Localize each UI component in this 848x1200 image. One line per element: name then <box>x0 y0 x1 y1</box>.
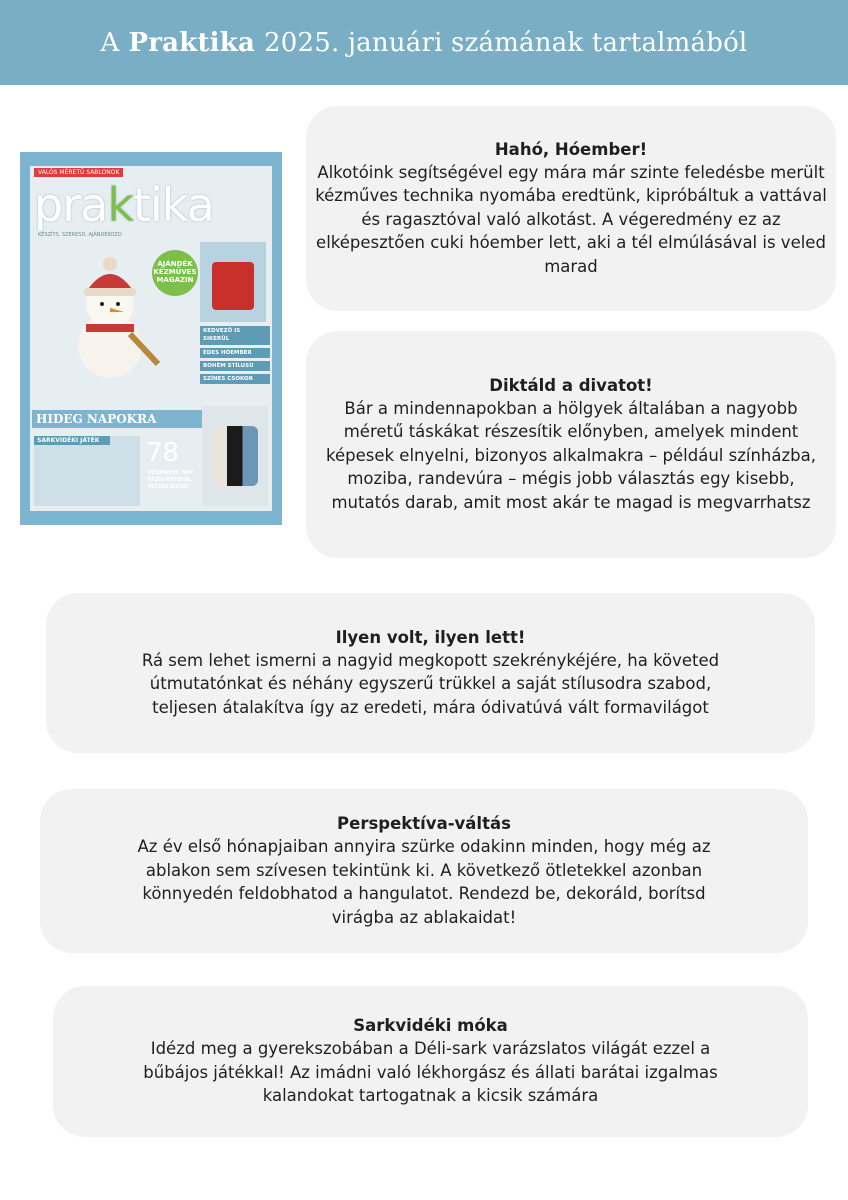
article-body: Bár a mindennapokban a hölgyek általában a nagyobb méretű táskákat részesítik előnyben, amelyek mindent képesek elnyelni, bizonyos alkalmakra – például színházba, moziba, randevúra – mégis jobb választás egy kisebb, mutatós darab, amit most akár te magad is megvarrhatsz <box>326 398 816 512</box>
cover-side-item: ÉDES HÓEMBER <box>200 348 270 358</box>
article-card <box>46 593 815 753</box>
cover-side-item: SZÍNES CSOKOR <box>200 374 270 384</box>
red-cabinet-image <box>212 262 254 310</box>
cover-badge: AJÁNDÉK KÉZMŰVES MAGAZIN <box>152 250 198 296</box>
article-title: Ilyen volt, ilyen lett! <box>335 627 526 647</box>
cover-side-item: KEDVEZŐ IS SIKERÜL <box>200 326 270 345</box>
cover-inner <box>30 166 272 511</box>
cover-side-photo <box>200 242 266 322</box>
article-title: Hahó, Hóember! <box>494 139 648 159</box>
cover-bottom-photo <box>34 436 140 506</box>
bag-image <box>212 426 258 486</box>
cover-bottom-tag: SARKVIDÉKI JÁTÉK <box>34 436 110 445</box>
header-brand: Praktika <box>128 27 255 58</box>
cover-logo-hl: k <box>107 178 133 232</box>
cover-bag-photo <box>202 406 268 506</box>
article-body: Alkotóink segítségével egy mára már szinte feledésbe merült kézműves technika nyomába eredtünk, kipróbáltuk a vattával és ragasztóval való alkotást. A végeredmény ez az elképesztően cuki hóember lett, aki a tél elmúlásával is veled marad <box>315 162 827 276</box>
article-card <box>306 331 836 558</box>
magazine-cover <box>20 152 282 525</box>
cover-number: 78 <box>146 438 180 468</box>
header-prefix: A <box>100 27 120 58</box>
article-card <box>53 986 808 1137</box>
article-title: Diktáld a divatot! <box>489 375 653 395</box>
cover-side-item: BOHÉM STÍLUSÚ <box>200 361 270 371</box>
article-body: Az év első hónapjaiban annyira szürke odakinn minden, hogy még az ablakon sem szívesen tekintünk ki. A következő ötletekkel azonban könnyedén feldobhatod a hangulatot. Rendezd be, dekoráld, borítsd virágba az ablakaidat! <box>137 837 711 927</box>
cover-logo-b: tika <box>132 178 214 232</box>
cover-headline: HIDEG NAPOKRA <box>32 410 204 428</box>
article-body: Rá sem lehet ismerni a nagyid megkopott szekrénykéjére, ha követed útmutatónkat és néhány egyszerű trükkel a saját stílusodra szabod, teljesen átalakítva így az eredeti, mára ódivatúvá vált formavilágot <box>141 650 720 717</box>
article-body: Idézd meg a gyerekszobában a Déli-sark varázslatos világát ezzel a bűbájos játékkal! Az imádni való lékhorgász és állati barátai izgalmas kalandokat tartogatnak a kicsik számára <box>143 1039 718 1106</box>
article-title: Perspektíva-váltás <box>337 814 511 833</box>
snowman-image <box>60 246 160 386</box>
cover-side-list <box>200 326 270 387</box>
article-card <box>40 789 808 953</box>
article-title: Sarkvidéki móka <box>353 1016 508 1036</box>
cover-number-text: KÉZMŰVES TIPP FÁZIS-FOTÓVAL BIZTOS SIKER! <box>148 470 194 490</box>
page-header <box>0 0 848 85</box>
header-title: 2025. januári számának tartalmából <box>264 27 748 58</box>
cover-tag: VALÓS MÉRETŰ SABLONOK <box>34 168 123 177</box>
cover-logo <box>34 178 214 232</box>
article-card <box>306 106 836 311</box>
cover-subtitle: KÉSZÍTS, SZERESD, AJÁNDÉKOZD <box>38 232 122 238</box>
cover-logo-a: pra <box>34 178 108 232</box>
